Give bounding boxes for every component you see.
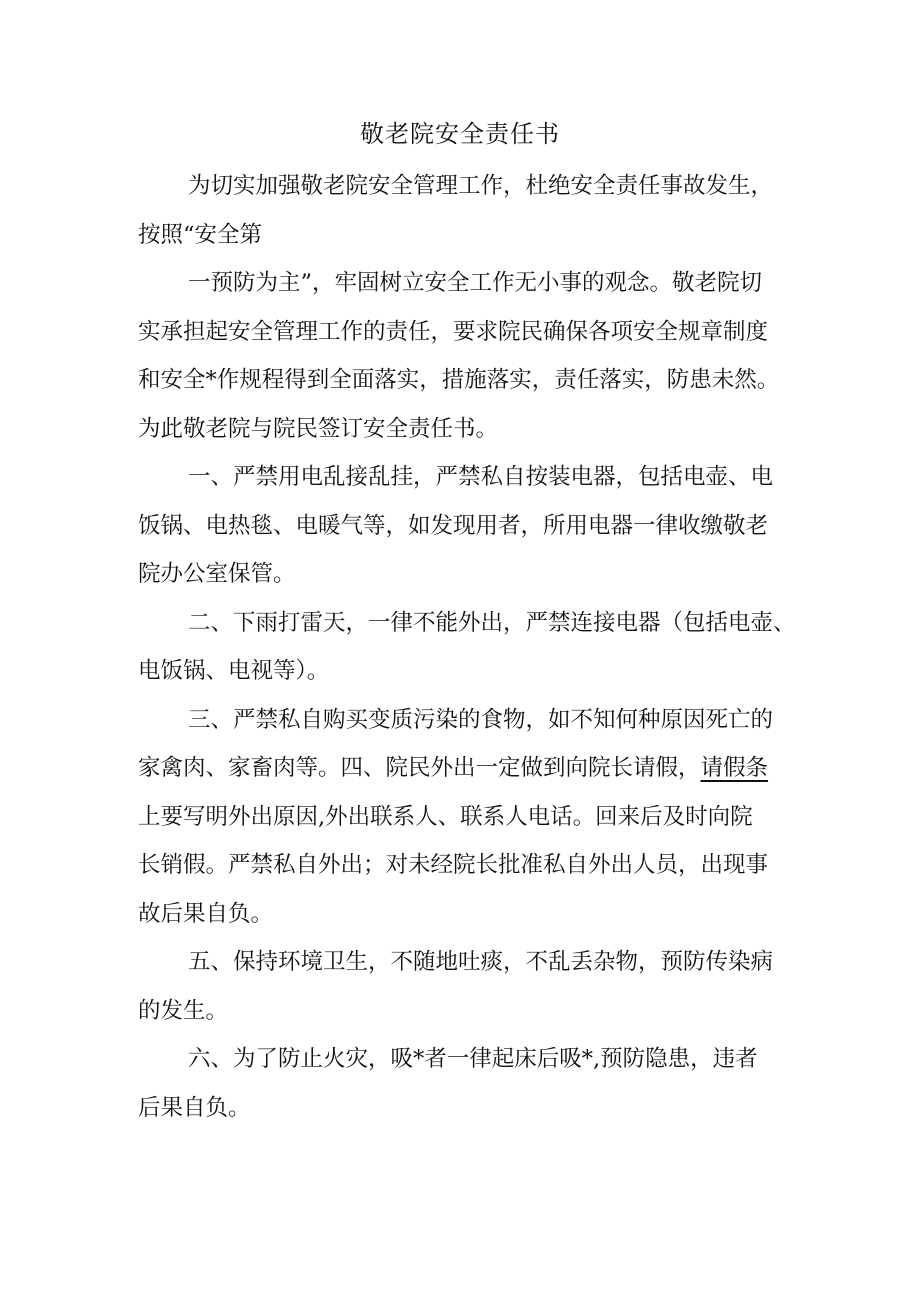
paragraph-line: 饭锅、电热毯、电暖气等，如发现用者，所用电器一律收缴敬老 [138,512,769,539]
paragraph-line: 故后果自负。 [138,900,274,927]
document-title: 敬老院安全责任书 [360,120,560,148]
paragraph-line: 长销假。严禁私自外出；对未经院长批准私自外出人员，出现事 [138,852,769,878]
paragraph-line: 院办公室保管。 [138,561,296,587]
line-text: 家禽肉、家畜肉等。四、院民外出一定做到向院长请假， [138,755,701,781]
paragraph-line: 的发生。 [138,997,229,1024]
paragraph-line: 实承担起安全管理工作的责任，要求院民确保各项安全规章制度 [138,318,769,345]
paragraph-line: 按照“安全第 [138,221,263,248]
paragraph-line: 电饭锅、电视等）。 [138,658,330,684]
paragraph-line: 和安全*作规程得到全面落实，措施落实，责任落实，防患未然。 [138,367,780,393]
underlined-text: 请假条 [700,755,769,781]
paragraph-line: 为此敬老院与院民签订安全责任书。 [138,415,499,442]
paragraph-line: 为切实加强敬老院安全管理工作，杜绝安全责任事故发生， [188,173,774,199]
document-body [138,162,798,1132]
paragraph-line: 三、严禁私自购买变质污染的食物，如不知何种原因死亡的 [188,706,774,733]
paragraph-line: 五、保持环境卫生，不随地吐痰，不乱丢杂物，预防传染病 [188,949,774,975]
paragraph-line: 后果自负。 [138,1094,251,1121]
paragraph-line: 二、下雨打雷天，一律不能外出，严禁连接电器（包括电壶、 [188,609,796,636]
paragraph-line: 上要写明外出原因,外出联系人、联系人电话。回来后及时向院 [138,803,753,830]
paragraph-line [138,744,798,793]
paragraph-line: 一、严禁用电乱接乱挂，严禁私自按装电器，包括电壶、电 [188,464,774,490]
paragraph-line: 一预防为主”，牢固树立安全工作无小事的观念。敬老院切 [188,270,763,296]
paragraph-line: 六、为了防止火灾，吸*者一律起床后吸*,预防隐患，违者 [188,1046,758,1072]
